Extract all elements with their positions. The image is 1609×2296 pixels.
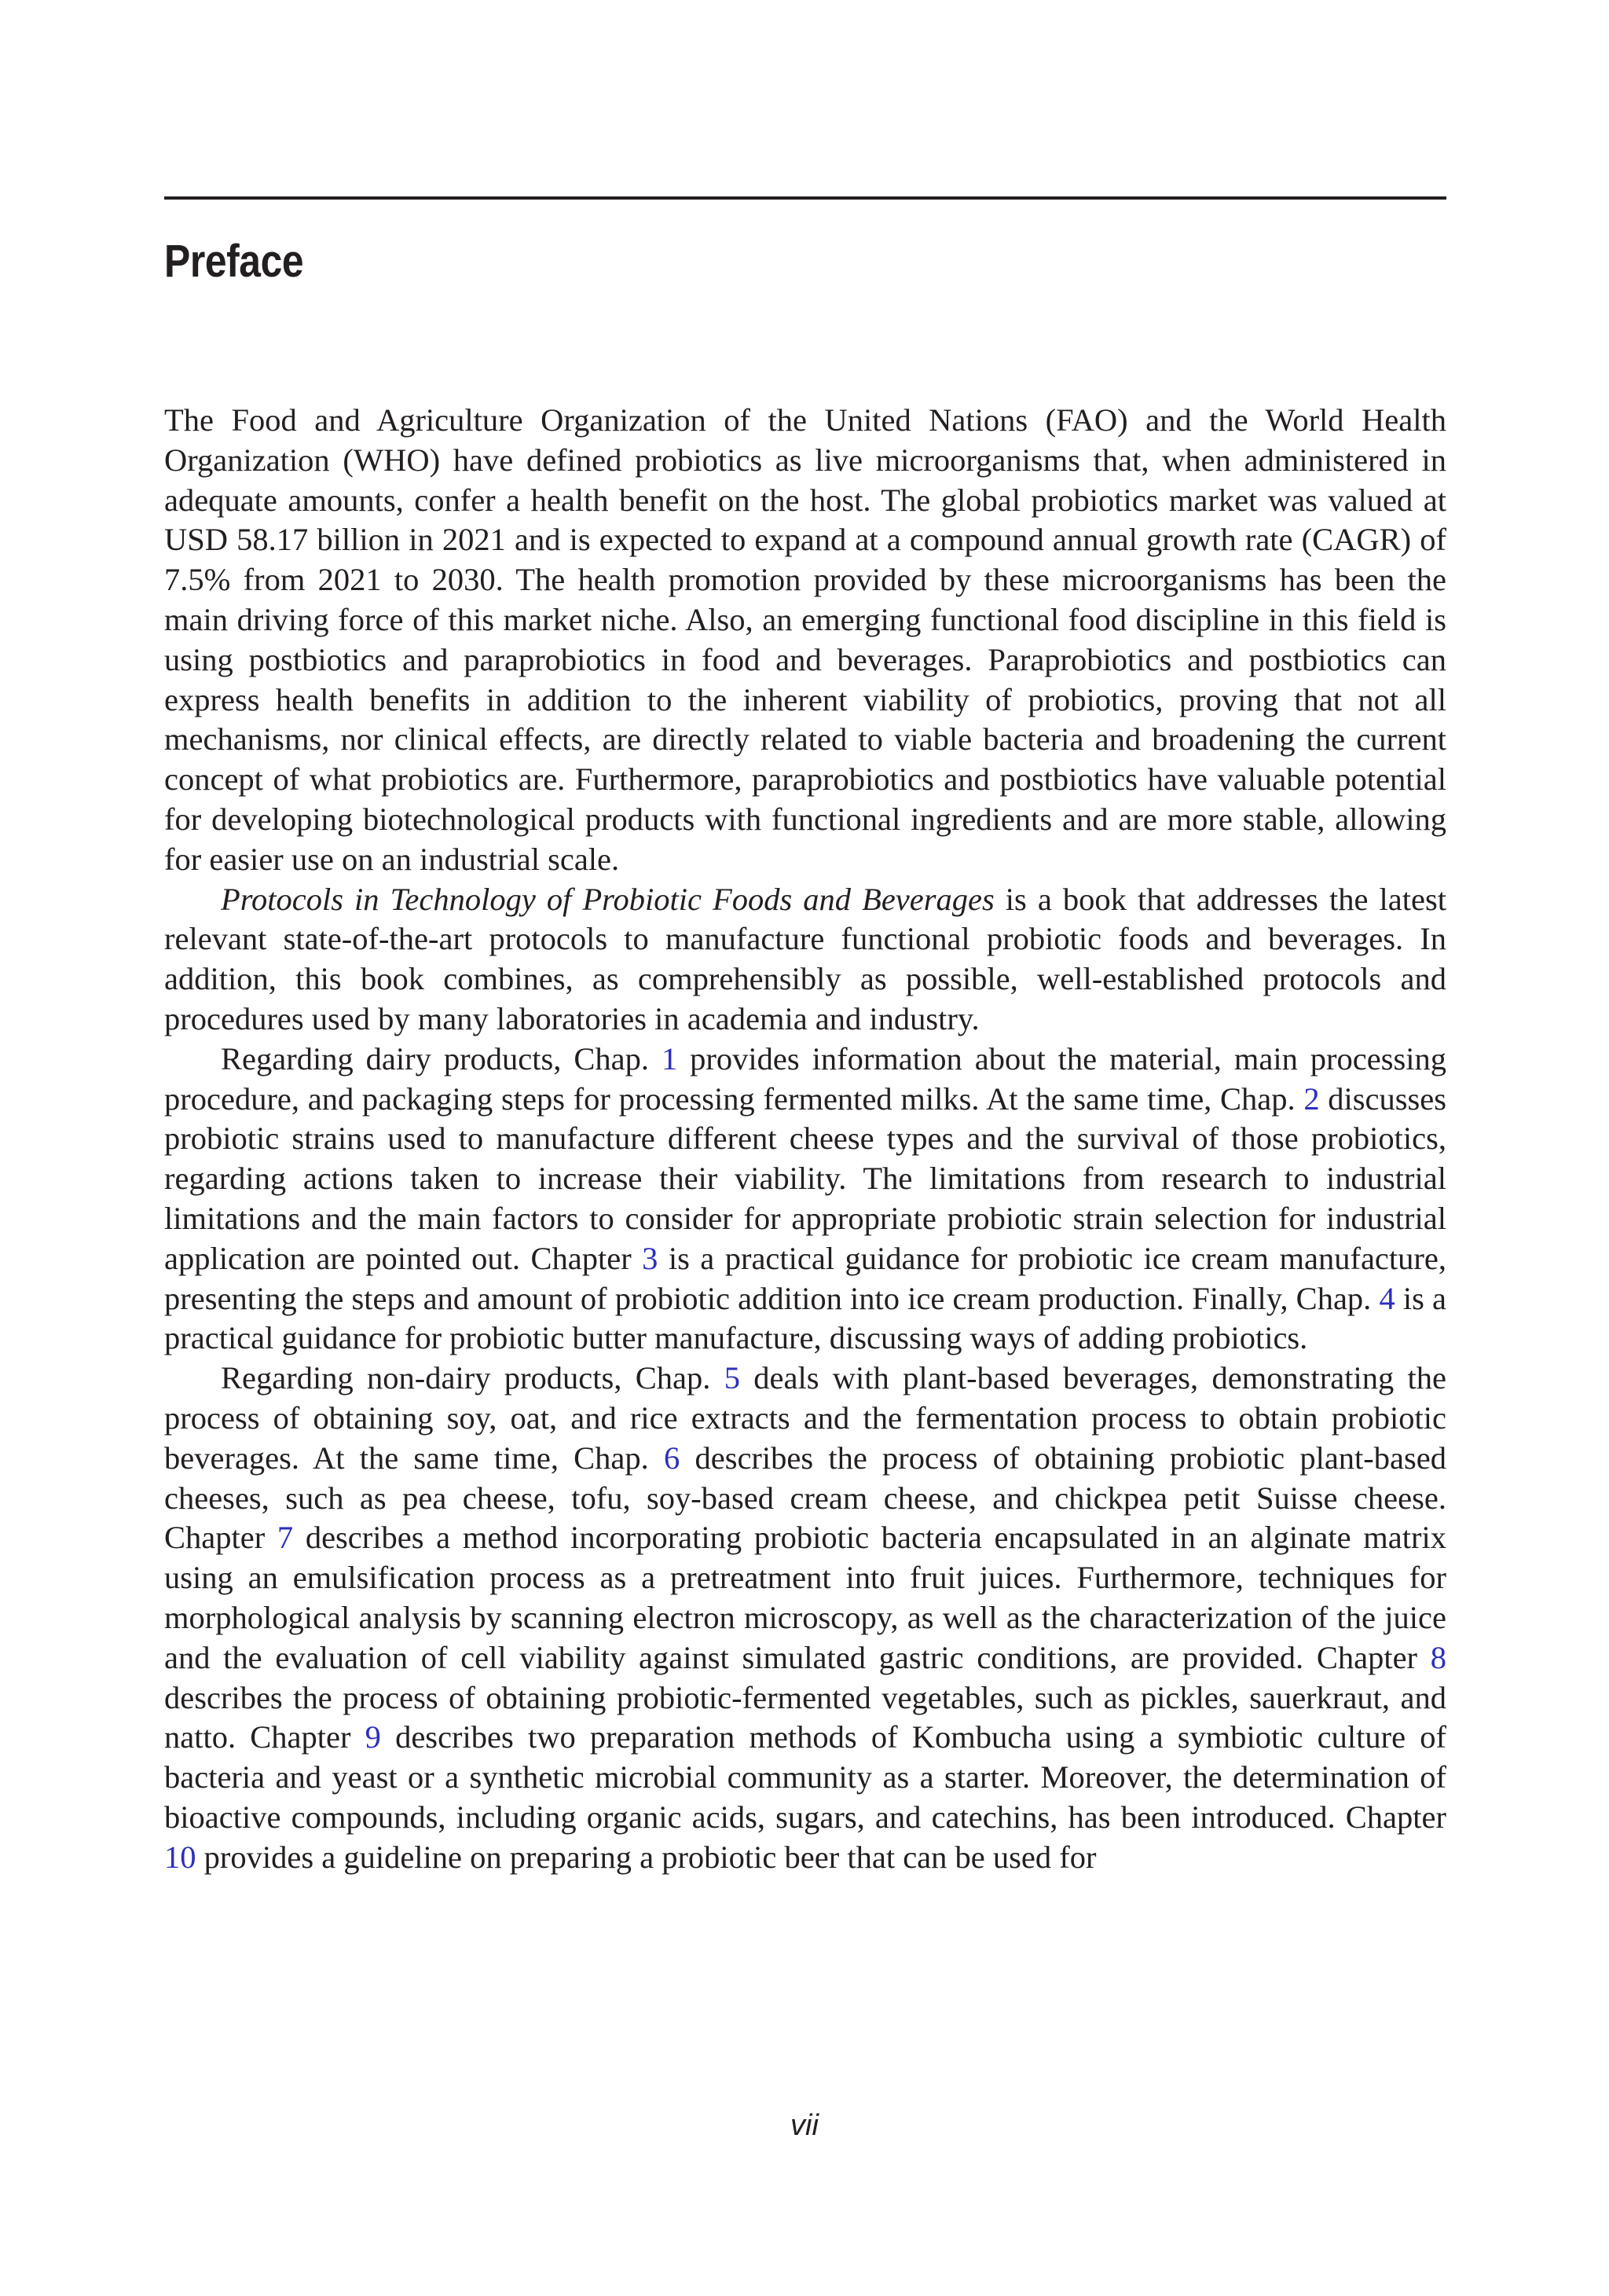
- paragraph-3-text: discusses probiotic strains used to manufacture different cheese types and the survival of those probiotics, regarding actions taken to increase their viability. The limitations from research to industrial limitations and the main factors to consider for appropriate probiotic strain selection for industrial application are pointed out. Chapter: [164, 1080, 1446, 1276]
- paragraph-3-text: Regarding dairy products, Chap.: [221, 1040, 662, 1076]
- chapter-link-1[interactable]: 1: [661, 1040, 678, 1076]
- paragraph-2: [164, 880, 1446, 1040]
- chapter-link-10[interactable]: 10: [164, 1839, 196, 1875]
- paragraph-4-text: Regarding non-dairy products, Chap.: [221, 1360, 724, 1396]
- paragraph-3: [164, 1040, 1446, 1359]
- paragraph-1: [164, 401, 1446, 880]
- header-rule: [164, 196, 1446, 200]
- paragraph-4-text: deals with plant-based beverages, demonstrating the process of obtaining soy, oat, and rice extracts and the fermentation process to obtain probiotic beverages. At the same time, Chap.: [164, 1360, 1447, 1476]
- chapter-link-7[interactable]: 7: [277, 1520, 294, 1556]
- paragraph-4-text: describes two preparation methods of Kombucha using a symbiotic culture of bacteria and yeast or a synthetic microbial community as a starter. Moreover, the determination of bioactive compounds, including organic acids, sugars, and catechins, has been introduced. Chapter: [164, 1719, 1446, 1835]
- body-text: [164, 401, 1446, 1877]
- chapter-link-6[interactable]: 6: [664, 1440, 680, 1476]
- paragraph-4-text: describes the process of obtaining probiotic-fermented vegetables, such as pickles, sauerkraut, and natto. Chapter: [164, 1679, 1446, 1755]
- paragraph-4-text: describes a method incorporating probiotic bacteria encapsulated in an alginate matrix using an emulsification process as a pretreatment into fruit juices. Furthermore, techniques for morphological analysis by scanning electron microscopy, as well as the characterization of the juice and the evaluation of cell viability against simulated gastric conditions, are provided. Chapter: [164, 1520, 1446, 1675]
- chapter-link-9[interactable]: 9: [365, 1719, 381, 1755]
- chapter-link-5[interactable]: 5: [724, 1360, 740, 1396]
- page-number: vii: [790, 2109, 819, 2142]
- paragraph-2-text: is a book that addresses the latest relevant state-of-the-art protocols to manufacture functional probiotic foods and beverages. In addition, this book combines, as comprehensibly as possible, well-established protocols and procedures used by many laboratories in academia and industry.: [164, 881, 1446, 1036]
- chapter-link-3[interactable]: 3: [642, 1240, 658, 1276]
- paragraph-4: [164, 1359, 1446, 1877]
- chapter-link-8[interactable]: 8: [1430, 1639, 1446, 1675]
- chapter-link-4[interactable]: 4: [1379, 1280, 1395, 1316]
- paragraph-4-text: provides a guideline on preparing a probiotic beer that can be used for: [196, 1839, 1097, 1875]
- page-title: Preface: [164, 236, 304, 287]
- paragraph-1-text: The Food and Agriculture Organization of the United Nations (FAO) and the World Health Organization (WHO) have defined probiotics as live microorganisms that, when administered in adequate amounts, confer a health benefit on the host. The global probiotics market was valued at USD 58.17 billion in 2021 and is expected to expand at a compound annual growth rate (CAGR) of 7.5% from 2021 to 2030. The health promotion provided by these microorganisms has been the main driving force of this market niche. Also, an emerging functional food discipline in this field is using postbiotics and paraprobiotics in food and beverages. Paraprobiotics and postbiotics can express health benefits in addition to the inherent viability of probiotics, proving that not all mechanisms, nor clinical effects, are directly related to viable bacteria and broadening the current concept of what probiotics are. Furthermore, paraprobiotics and postbiotics have valuable potential for developing biotechnological products with functional ingredients and are more stable, allowing for easier use on an industrial scale.: [164, 402, 1446, 877]
- paragraph-4-text: describes the process of obtaining probiotic plant-based cheeses, such as pea cheese, tofu, soy-based cream cheese, and chickpea petit Suisse cheese. Chapter: [164, 1440, 1446, 1556]
- book-title: Protocols in Technology of Probiotic Foods and Beverages: [221, 881, 995, 917]
- paragraph-3-text: is a practical guidance for probiotic butter manufacture, discussing ways of adding probiotics.: [164, 1280, 1446, 1356]
- paragraph-3-text: is a practical guidance for probiotic ice cream manufacture, presenting the steps and amount of probiotic addition into ice cream production. Finally, Chap.: [164, 1240, 1446, 1316]
- chapter-link-2[interactable]: 2: [1303, 1080, 1320, 1117]
- paragraph-3-text: provides information about the material, main processing procedure, and packaging steps for processing fermented milks. At the same time, Chap.: [164, 1040, 1446, 1117]
